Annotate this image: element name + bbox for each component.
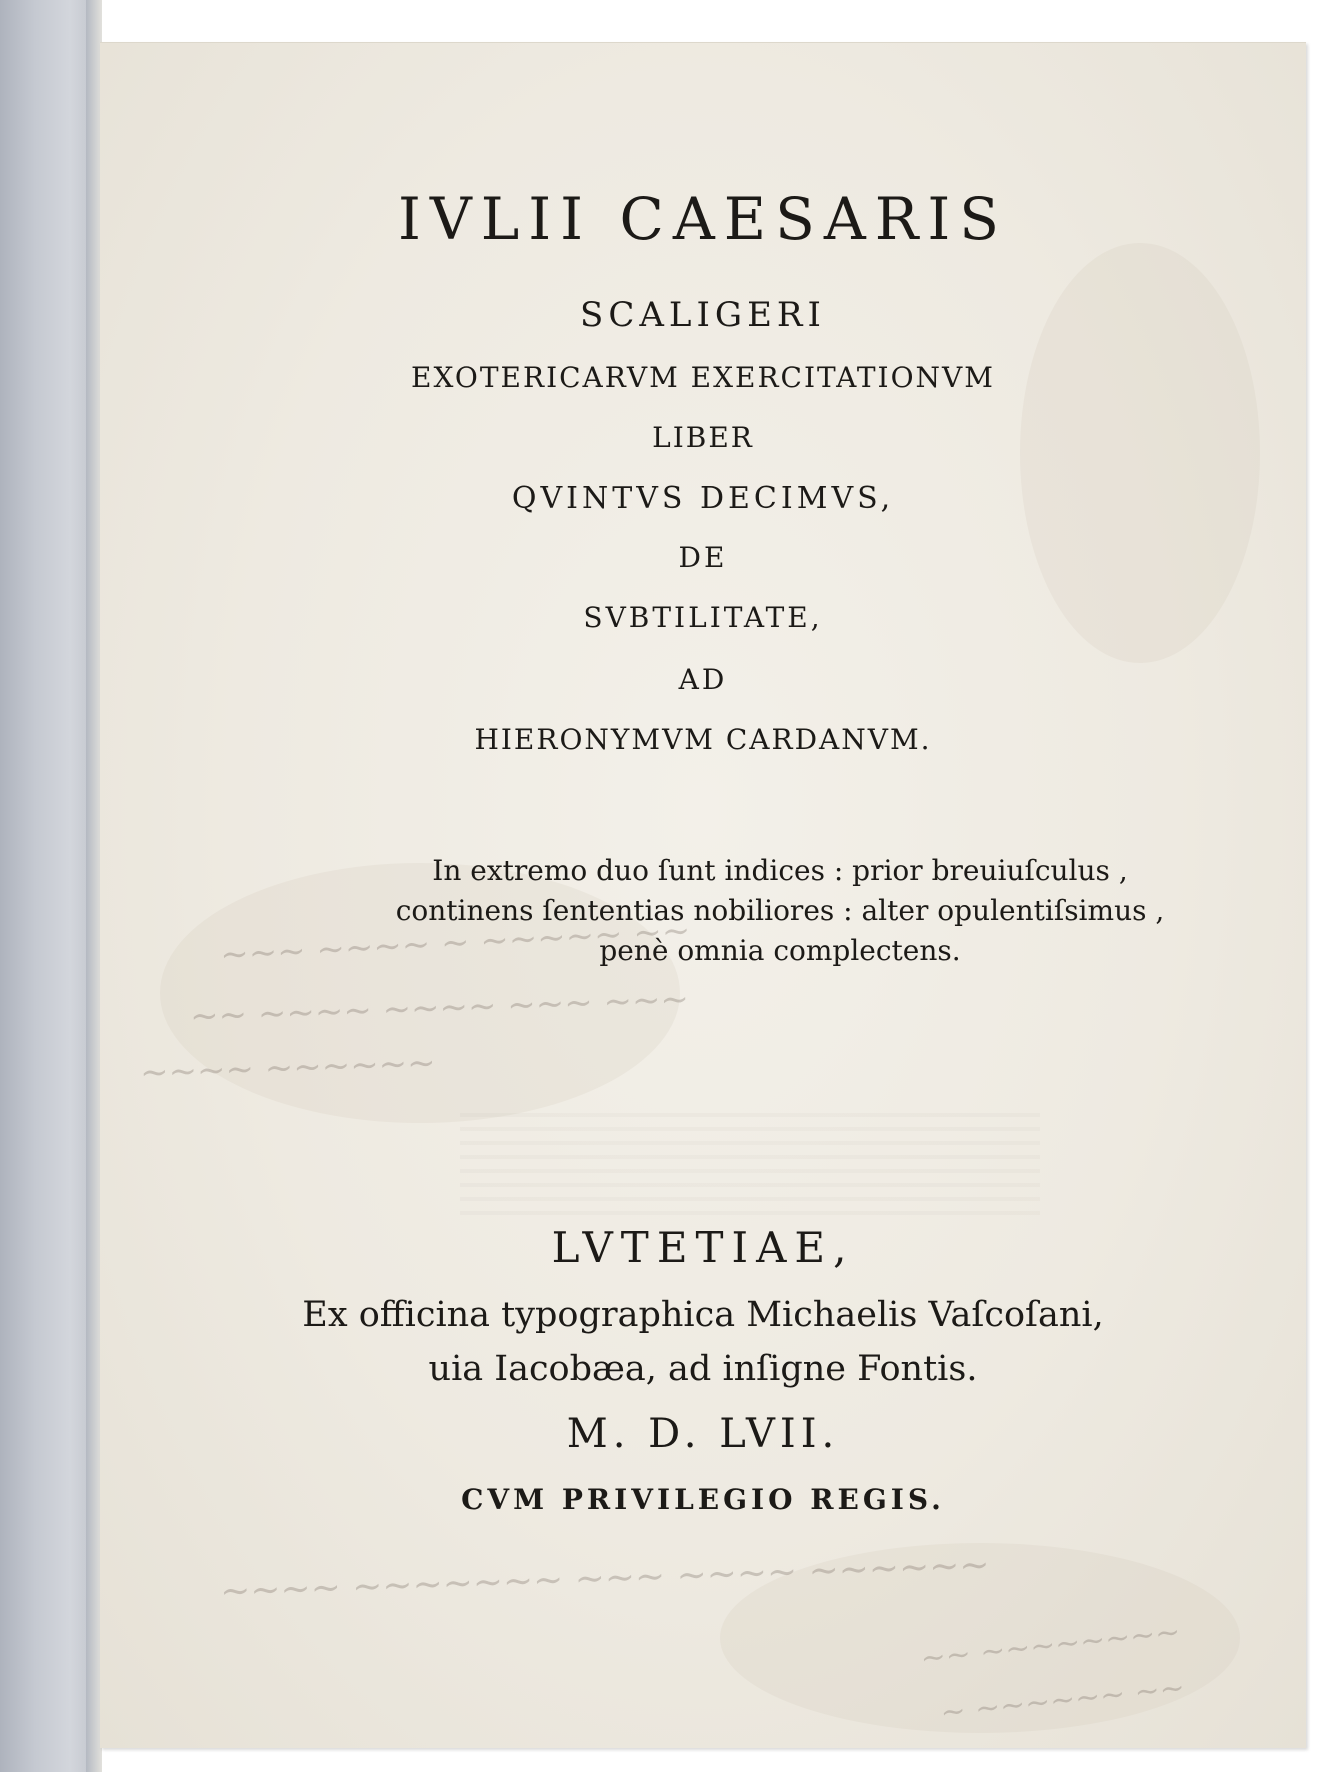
show-through-text [460, 1113, 1040, 1223]
ownership-inscription: ~~~~ ~~~~~~~ ~~~ ~~~~ ~~~~~~ [219, 1544, 991, 1613]
title-ad: AD [678, 663, 728, 696]
faded-handwriting: ~~ ~~~~ ~~~~ ~~~ ~~~ [189, 979, 690, 1037]
title-subject: SVBTILITATE, [583, 601, 823, 634]
ownership-inscription: ~ ~~~~~~ ~~ [938, 1670, 1187, 1731]
book-number: QVINTVS DECIMVS, [511, 481, 895, 516]
author-first-name: IVLII CAESARIS [397, 185, 1009, 253]
description-paragraph: In extremo duo ſunt indices : prior breuiuſculus , continens ſententias nobiliores : alter opulentiſsimus , penè omnia complectens. [395, 854, 1165, 967]
title-de: DE [678, 541, 728, 574]
imprint-address: uia Iacobæa, ad inſigne Fontis. [428, 1349, 978, 1389]
work-title: EXOTERICARVM EXERCITATIONVM [411, 361, 995, 394]
imprint-year: M. D. LVII. [566, 1411, 840, 1457]
author-last-name: SCALIGERI [580, 295, 826, 335]
paper-stain [720, 1543, 1240, 1733]
imprint-printer: Ex officina typographica Michaelis Vaſcoſani, [302, 1295, 1104, 1335]
ownership-inscription: ~~ ~~~~~~~~ [918, 1614, 1183, 1677]
privilege-line: CVM PRIVILEGIO REGIS. [461, 1483, 945, 1516]
faded-handwriting: ~~~ ~~~~ ~ ~~~~~ ~~ [219, 910, 692, 976]
book-label: LIBER [652, 421, 754, 454]
title-page [100, 42, 1306, 1748]
faded-handwriting: ~~~~ ~~~~~~ [139, 1042, 437, 1094]
addressee: HIERONYMVM CARDANVM. [474, 723, 932, 756]
imprint-place: LVTETIAE, [551, 1223, 855, 1272]
